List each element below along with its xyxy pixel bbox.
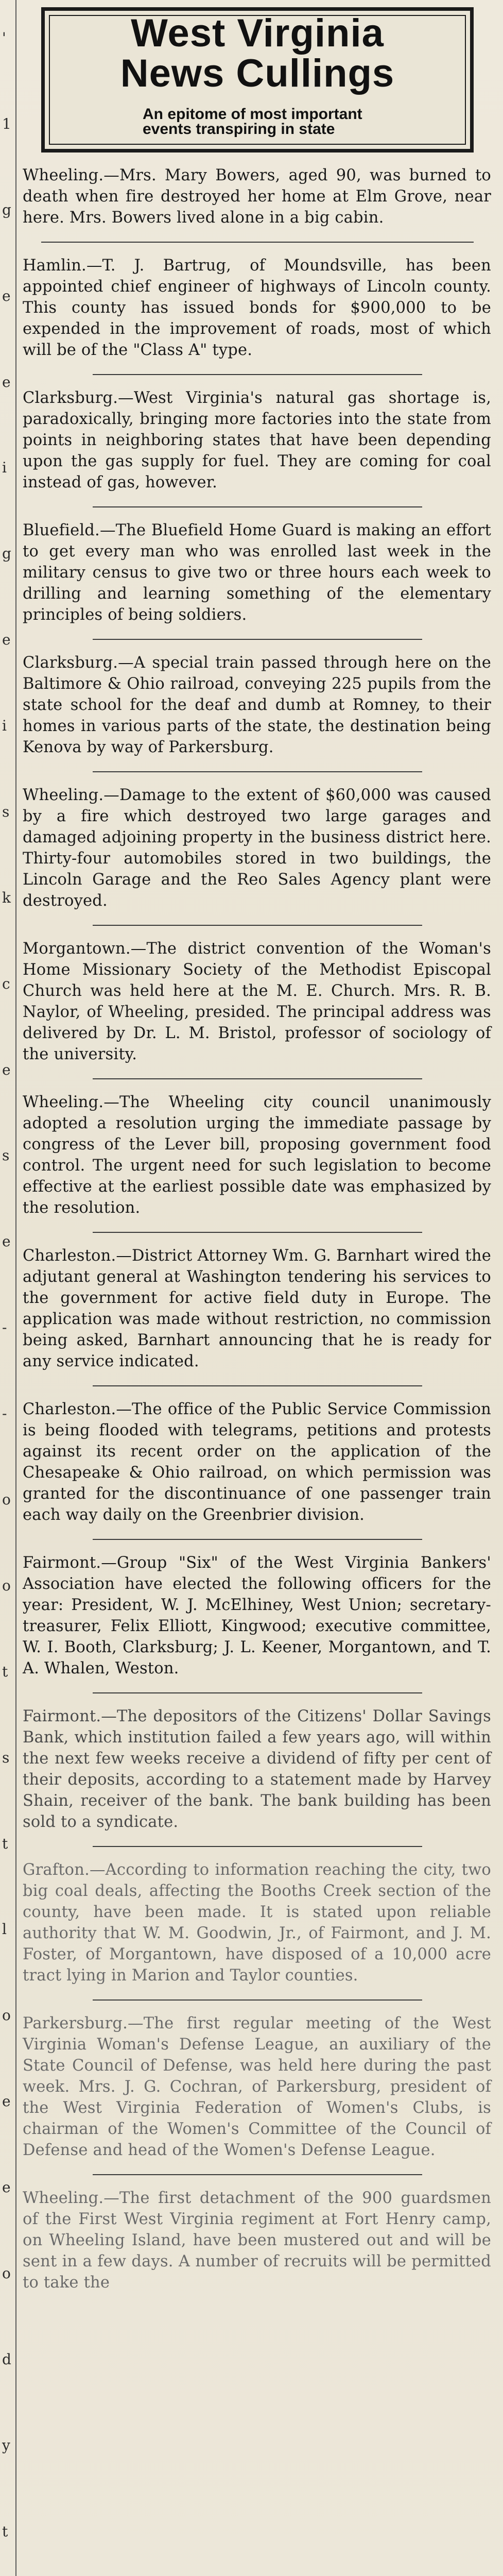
margin-fragment-char: g <box>2 545 11 562</box>
masthead-title-line2: News Cullings <box>120 52 395 95</box>
margin-fragment-char: o <box>2 1577 11 1594</box>
story-divider <box>93 1692 422 1693</box>
news-story <box>21 2013 494 2161</box>
story-dateline: Clarksburg. <box>23 654 118 672</box>
margin-fragment-char: c <box>2 975 10 992</box>
story-list <box>21 165 494 2293</box>
story-divider <box>93 1232 422 1233</box>
story-divider <box>93 506 422 507</box>
story-dateline: Wheeling. <box>23 2189 104 2207</box>
news-story <box>21 652 494 758</box>
margin-fragment-char: e <box>2 1061 11 1078</box>
news-story <box>21 387 494 493</box>
margin-fragment-char: 1 <box>2 115 11 132</box>
news-story <box>21 165 494 228</box>
margin-fragment-char: s <box>2 1147 10 1164</box>
margin-fragment-char: - <box>2 1319 7 1336</box>
news-story <box>21 1399 494 1526</box>
news-story <box>21 1245 494 1372</box>
margin-fragment-char: o <box>2 1491 11 1508</box>
story-body: —The Bluefield Home Guard is making an effort to get every man who was enrolled last week in the military census to give two or three hours each week to drilling and learning something of the elementary principles of being soldiers. <box>23 521 491 624</box>
story-divider <box>93 1078 422 1079</box>
margin-fragment-char: l <box>2 1921 7 1938</box>
story-dateline: Charleston. <box>23 1400 116 1418</box>
margin-fragment-char: i <box>2 459 7 476</box>
story-dateline: Hamlin. <box>23 257 86 275</box>
story-divider <box>93 374 422 375</box>
margin-fragment-char: e <box>2 631 11 648</box>
story-divider <box>93 639 422 640</box>
news-story <box>21 1092 494 1218</box>
story-divider <box>93 771 422 772</box>
story-dateline: Fairmont. <box>23 1707 101 1725</box>
story-dateline: Bluefield. <box>23 521 100 539</box>
margin-fragment-char: - <box>2 1405 7 1422</box>
news-story <box>21 785 494 911</box>
story-divider <box>93 925 422 926</box>
margin-fragment-char: t <box>2 1663 8 1680</box>
news-story <box>21 255 494 361</box>
story-divider <box>93 2174 422 2175</box>
news-story <box>21 1859 494 1986</box>
news-story <box>21 938 494 1065</box>
story-divider <box>93 1846 422 1847</box>
margin-fragment-char: i <box>2 717 7 734</box>
story-dateline: Wheeling. <box>23 786 104 804</box>
story-body: —The first regular meeting of the West Virginia Woman's Defense League, an auxiliary of the State Council of Defense, was held here during the past week. Mrs. J. G. Cochran, of Parkersburg, president of the West Virginia Federation of Women's Clubs, is chairman of the Women's Committee of the Council of Defense and head of the Women's Defense League. <box>23 2014 491 2159</box>
margin-fragment-char: e <box>2 1233 11 1250</box>
story-body: —The first detachment of the 900 guardsmen of the First West Virginia regiment at Fort Henry camp, on Wheeling Island, have been mustered out and will be sent in a few days. A number of recruits will be permitted to take the <box>23 2189 491 2292</box>
margin-fragment-char: e <box>2 287 11 304</box>
story-body: —Damage to the extent of $60,000 was caused by a fire which destroyed two large garages and damaged adjoining property in the business district here. Thirty-four automobiles stored in two buildings, the Lincoln Garage and the Reo Sales Agency plant were destroyed. <box>23 786 491 910</box>
story-body: —The depositors of the Citizens' Dollar Savings Bank, which institution failed a few years ago, will within the next few weeks receive a dividend of fifty per cent of their deposits, according to a statement made by Harvey Shain, receiver of the bank. The bank building has been sold to a syndicate. <box>23 1707 491 1831</box>
margin-fragment-char: e <box>2 374 11 391</box>
news-column <box>21 0 494 2293</box>
margin-fragment-char: t <box>2 2523 8 2540</box>
news-story <box>21 1552 494 1679</box>
story-divider <box>93 1539 422 1540</box>
margin-fragment-char: e <box>2 2093 11 2110</box>
story-dateline: Wheeling. <box>23 166 104 184</box>
story-body: —The Wheeling city council unanimously adopted a resolution urging the immediate passage by congress of the Lever bill, proposing government food control. The urgent need for such legislation to become effective at the earliest possible date was emphasized by the resolution. <box>23 1093 491 1217</box>
margin-fragment-char: o <box>2 2265 11 2282</box>
left-margin-fragments <box>0 0 18 2576</box>
margin-fragment-char: ' <box>2 29 6 46</box>
news-story <box>21 1706 494 1833</box>
story-body: —A special train passed through here on the Baltimore & Ohio railroad, conveying 225 pupils from the state school for the deaf and dumb at Romney, to their homes in various parts of the state, the destination being Kenova by way of Parkersburg. <box>23 654 491 756</box>
story-body: —Mrs. Mary Bowers, aged 90, was burned to death when fire destroyed her home at Elm Grove, near here. Mrs. Bowers lived alone in a big cabin. <box>23 166 491 227</box>
story-dateline: Fairmont. <box>23 1554 101 1572</box>
margin-fragment-char: g <box>2 201 11 218</box>
story-dateline: Charleston. <box>23 1247 116 1265</box>
margin-fragment-char: t <box>2 1835 8 1852</box>
story-body: —The office of the Public Service Commission is being flooded with telegrams, petitions and protests against its recent order on the application of the Chesapeake & Ohio railroad, on which permission was granted for the discontinuance of one passenger train each way daily on the Greenbrier division. <box>23 1400 491 1524</box>
masthead-box <box>41 7 474 152</box>
story-dateline: Morgantown. <box>23 940 131 958</box>
story-divider <box>93 1385 422 1386</box>
story-body: —West Virginia's natural gas shortage is, paradoxically, bringing more factories into the state from points in neighboring states that have been depending upon the gas supply for fuel. They are coming for coal instead of gas, however. <box>23 389 491 492</box>
story-dateline: Grafton. <box>23 1861 90 1879</box>
story-dateline: Parkersburg. <box>23 2014 128 2032</box>
news-story <box>21 520 494 625</box>
margin-fragment-char: y <box>2 2437 10 2454</box>
margin-rule <box>15 0 16 2576</box>
margin-fragment-char: k <box>2 889 11 906</box>
masthead-subtitle: An epitome of most important events transpiring in state <box>143 106 362 138</box>
story-body: —The district convention of the Woman's Home Missionary Society of the Methodist Episcopal Church was held here at the M. E. Church. Mrs. R. B. Naylor, of Wheeling, presided. The principal address was delivered by Dr. L. M. Bristol, professor of sociology of the university. <box>23 940 491 1063</box>
margin-fragment-char: o <box>2 2007 11 2024</box>
margin-fragment-char: d <box>2 2351 11 2368</box>
story-divider <box>41 242 474 243</box>
story-body: —According to information reaching the city, two big coal deals, affecting the Booths Creek section of the county, have been made. It is stated upon reliable authority that W. M. Goodwin, Jr., of Fairmont, and J. M. Foster, of Morgantown, have disposed of a 10,000 acre tract lying in Marion and Taylor counties. <box>23 1861 491 1985</box>
story-dateline: Clarksburg. <box>23 389 118 407</box>
news-story <box>21 2188 494 2293</box>
story-body: —T. J. Bartrug, of Moundsville, has been appointed chief engineer of highways of Lincoln county. This county has issued bonds for $900,000 to be expended in the improvement of roads, most of which will be of the "Class A" type. <box>23 257 491 359</box>
margin-fragment-char: s <box>2 803 10 820</box>
story-divider <box>93 1999 422 2001</box>
story-dateline: Wheeling. <box>23 1093 104 1111</box>
story-body: —District Attorney Wm. G. Barnhart wired the adjutant general at Washington tendering his services to the government for active field duty in Europe. The application was made without restriction, no commission being asked, Barnhart announcing that he is ready for any service indicated. <box>23 1247 491 1370</box>
margin-fragment-char: e <box>2 2179 11 2196</box>
masthead-title-line1: West Virginia <box>131 11 384 55</box>
story-body: —Group "Six" of the West Virginia Bankers' Association have elected the following officers for the year: President, W. J. McElhiney, West Union; secretary-treasurer, Felix Elliott, Kingwood; executive committee, W. I. Booth, Clarksburg; J. L. Keener, Morgantown, and T. A. Whalen, Weston. <box>23 1554 491 1677</box>
margin-fragment-char: s <box>2 1749 10 1766</box>
